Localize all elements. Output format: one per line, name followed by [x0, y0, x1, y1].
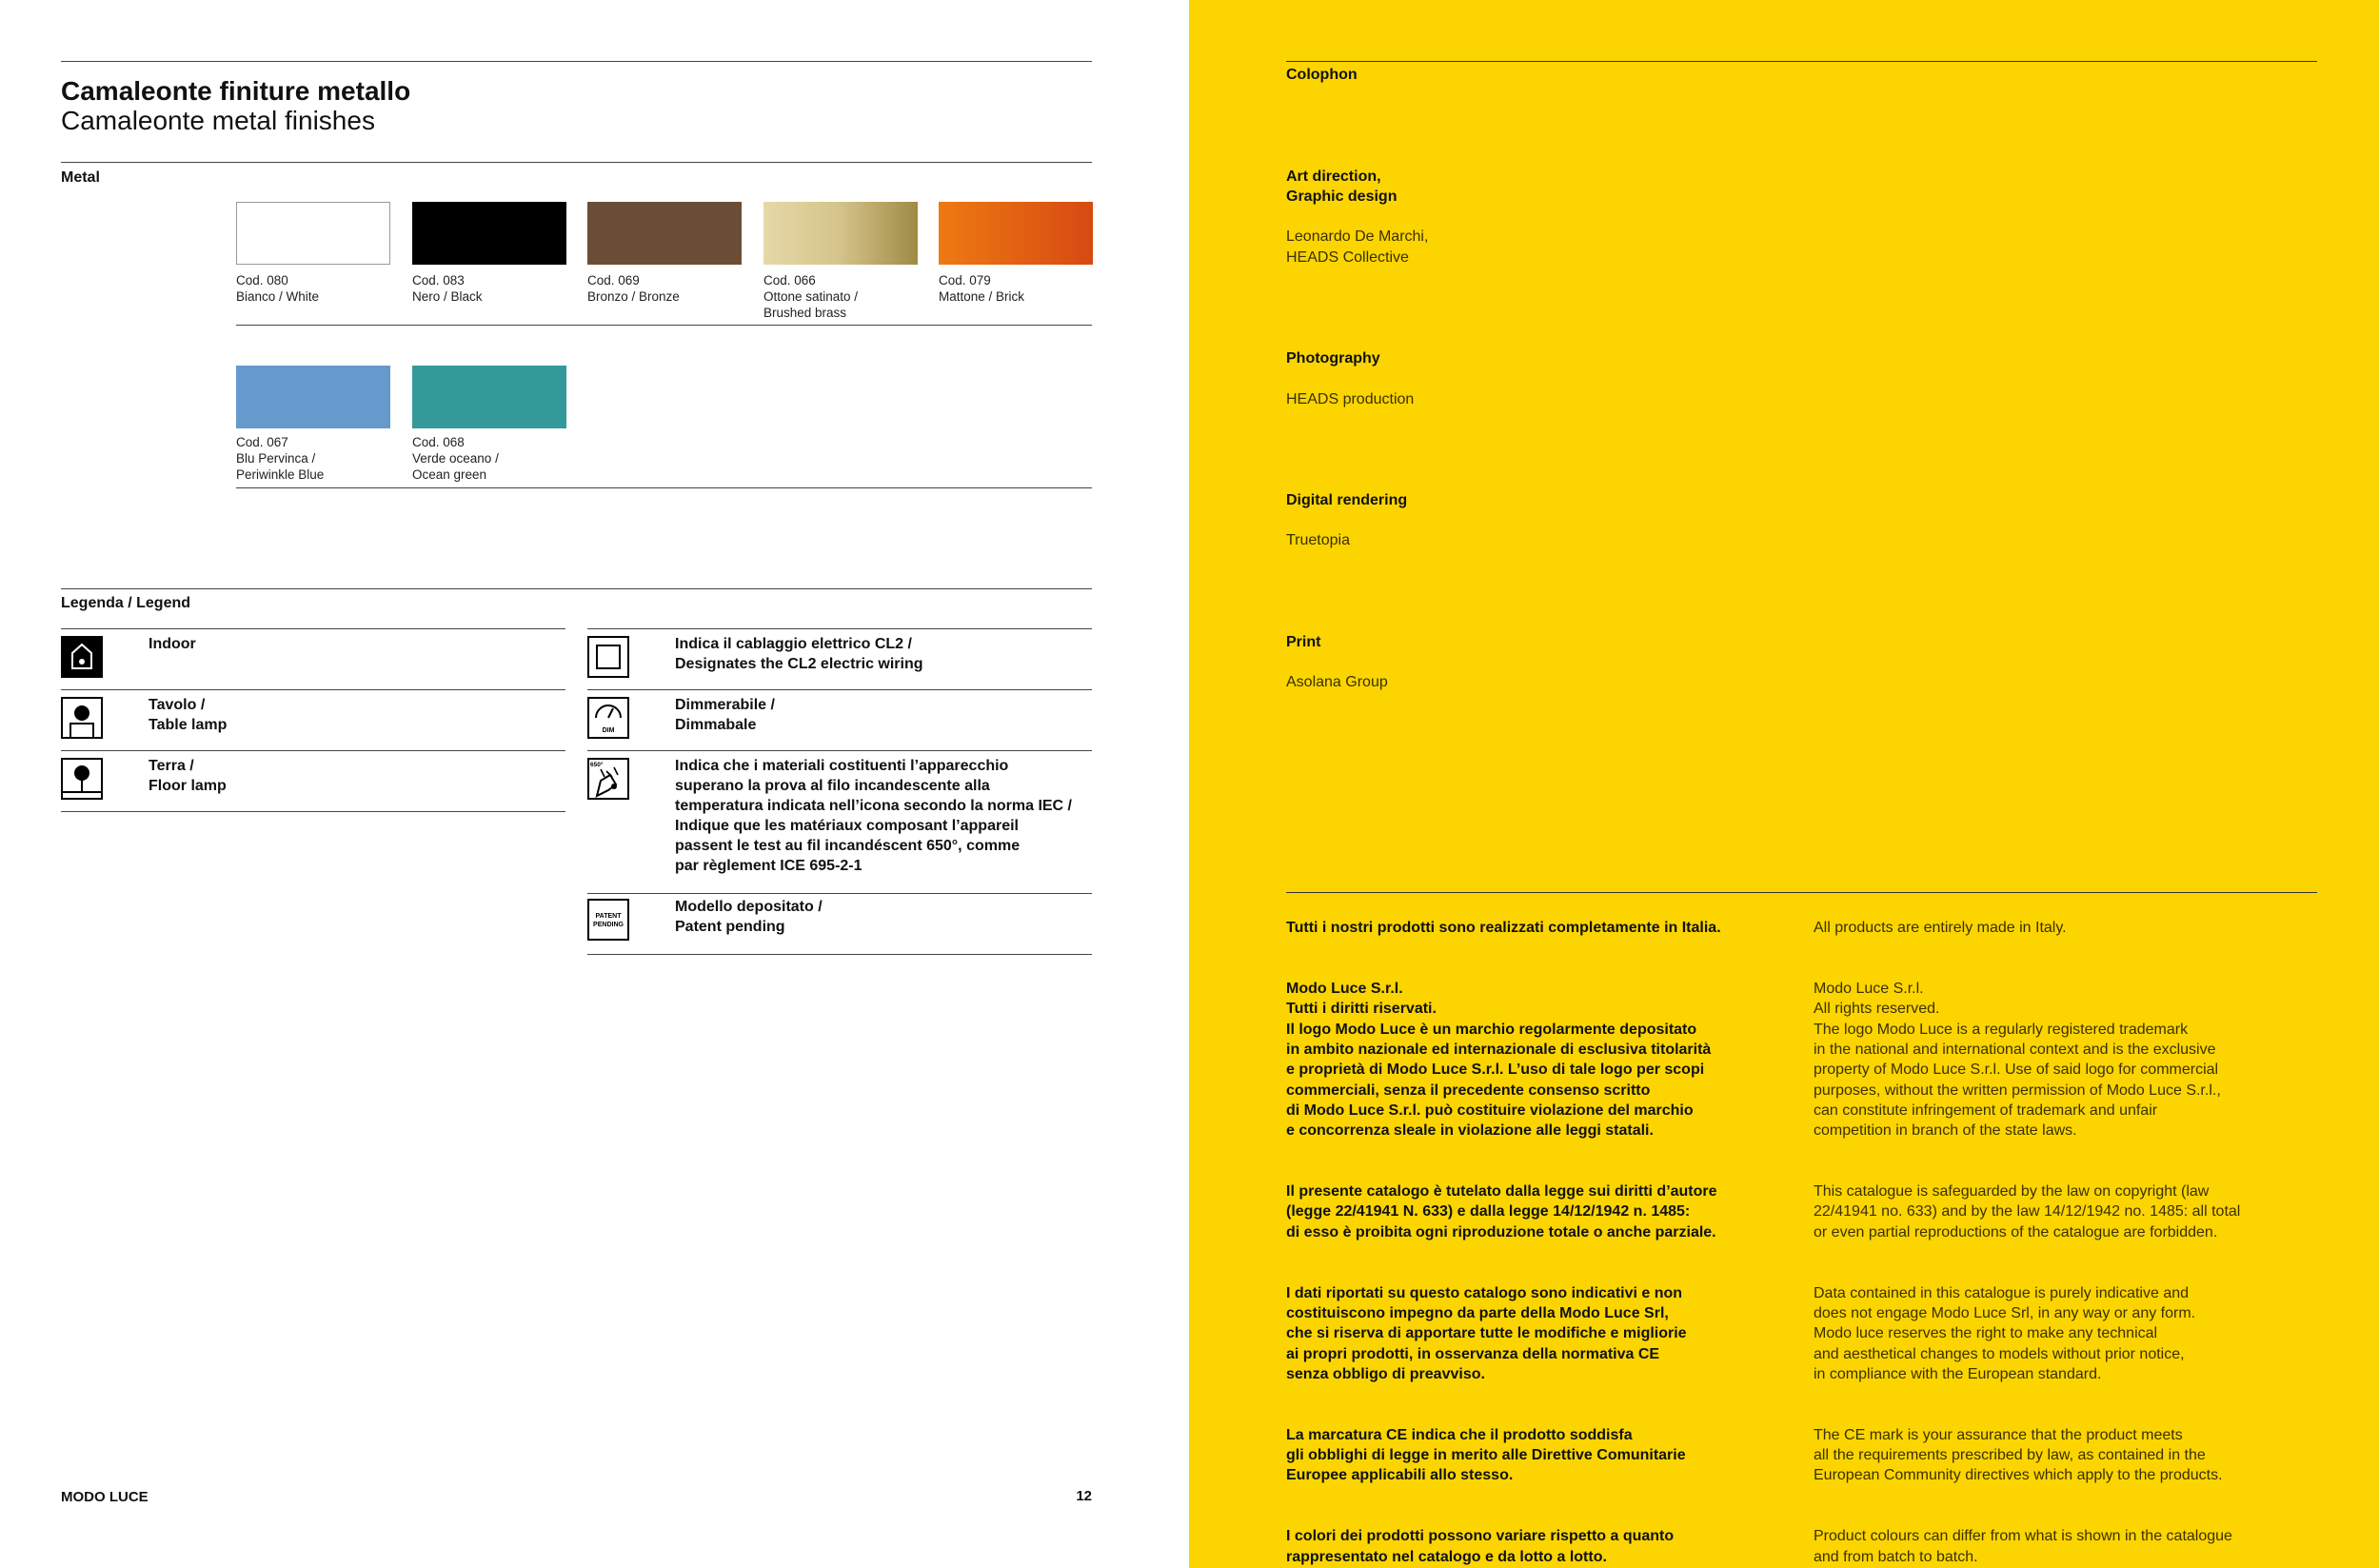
floor-lamp-icon: [61, 758, 103, 800]
legend-label-dimmable: Dimmerabile / Dimmabale: [675, 697, 775, 733]
metal-rule: [61, 162, 1092, 163]
swatch-caption: [236, 272, 426, 305]
legend-label-table-lamp: Tavolo / Table lamp: [149, 697, 228, 733]
swatch-caption: [763, 272, 954, 321]
legend-row-rule: [61, 750, 565, 751]
swatch-bronze: [587, 202, 742, 265]
legal-paragraph-it: La marcatura CE indica che il prodotto soddisfa gli obblighi di legge in merito alle Direttive Comunitarie Europee applicabili allo stesso.: [1286, 1426, 1686, 1484]
swatch-periwinkle-blue: [236, 366, 390, 428]
credit-entry: [1286, 469, 1667, 570]
legend-rule: [61, 588, 1092, 589]
legend-row-rule: [587, 689, 1092, 690]
swatch-row-rule: [236, 487, 1092, 488]
swatch-code: Cod. 066: [763, 273, 816, 288]
svg-text:PATENT: PATENT: [595, 913, 622, 920]
credit-role: Art direction, Graphic design: [1286, 168, 1398, 205]
legend-row-rule: [61, 689, 565, 690]
legend-label-glow-wire: Indica che i materiali costituenti l’apparecchio superano la prova al filo incandescente alla temperatura indicata nell’icona secondo la norma IEC / Indique que les matériaux composant l’appareil passent le test au fil incandéscent 650°, comme par règlement ICE 695-2-1: [675, 758, 1072, 874]
cl2-wiring-icon: [587, 636, 629, 678]
section-label-metal: Metal: [61, 169, 100, 186]
page-title-english: Camaleonte metal finishes: [61, 106, 375, 135]
swatch-name: Ottone satinato / Brushed brass: [763, 289, 859, 320]
swatch-code: Cod. 069: [587, 273, 640, 288]
glow-wire-icon-label: 650°: [590, 762, 604, 768]
legal-paragraph-en: Data contained in this catalogue is purely indicative and does not engage Modo Luce Srl, in any way or any form. Modo luce reserves the right to make any technical and aesthetical changes to models without prior notice, in compliance with the European standard.: [1814, 1284, 2196, 1382]
legend-row-rule: [61, 811, 565, 812]
credit-name: Asolana Group: [1286, 674, 1388, 691]
dim-icon-label: DIM: [602, 727, 615, 734]
swatch-caption: [939, 272, 1129, 305]
legal-paragraph-en: This catalogue is safeguarded by the law on copyright (law 22/41941 no. 633) and by the law 14/12/1942 no. 1485: all total or even partial reproductions of the catalogue are forbidden.: [1814, 1183, 2241, 1241]
footer-brand: MODO LUCE: [61, 1489, 149, 1505]
legend-row-rule: [587, 893, 1092, 894]
dimmable-icon: [587, 697, 629, 739]
credit-role: Digital rendering: [1286, 491, 1408, 508]
credit-name: Leonardo De Marchi, HEADS Collective: [1286, 228, 1429, 266]
legal-paragraph-it: Il presente catalogo è tutelato dalla legge sui diritti d’autore (legge 22/41941 N. 633) e dalla legge 14/12/1942 n. 1485: di esso è proibita ogni riproduzione totale o anche parziale.: [1286, 1183, 1717, 1241]
colophon-rule: [1286, 61, 2317, 62]
swatch-caption: [236, 434, 426, 483]
legal-paragraph-it: I dati riportati su questo catalogo sono indicativi e non costituiscono impegno da parte della Modo Luce Srl, che si riserva di apportare tutte le modifiche e migliorie ai propri prodotti, in osservanza della normativa CE senza obbligo di preavviso.: [1286, 1284, 1687, 1382]
indoor-icon: [61, 636, 103, 678]
legal-paragraph-en: Product colours can differ from what is shown in the catalogue and from batch to batch.: [1814, 1528, 2232, 1565]
swatch-caption: [587, 272, 778, 305]
legend-row-rule: [587, 954, 1092, 955]
legal-english-column: [1814, 898, 2347, 1568]
swatch-black: [412, 202, 566, 265]
legend-title: Legenda / Legend: [61, 595, 191, 611]
legal-paragraph-en: The CE mark is your assurance that the product meets all the requirements prescribed by law, as contained in the European Community directives which apply to the products.: [1814, 1426, 2223, 1484]
legal-paragraph-en: Modo Luce S.r.l. All rights reserved. The logo Modo Luce is a regularly registered trademark in the national and international context and is the exclusive property of Modo Luce S.r.l. Use of said logo for commercial purposes, without the written permission of Modo Luce S.r.l., can constitute infringement of trademark and unfair competition in branch of the state laws.: [1814, 981, 2221, 1140]
swatch-ocean-green: [412, 366, 566, 428]
swatch-name: Bronzo / Bronze: [587, 289, 680, 304]
legend-row-rule: [587, 628, 1092, 629]
table-lamp-icon: [61, 697, 103, 739]
credits-block: [1286, 126, 1667, 733]
swatch-name: Bianco / White: [236, 289, 320, 304]
legal-paragraph-it: Tutti i nostri prodotti sono realizzati completamente in Italia.: [1286, 920, 1721, 937]
swatch-code: Cod. 067: [236, 435, 288, 449]
swatch-name: Blu Pervinca / Periwinkle Blue: [236, 451, 325, 482]
swatch-brushed-brass: [763, 202, 918, 265]
credit-entry: [1286, 611, 1667, 712]
legend-label-cl2: Indica il cablaggio elettrico CL2 / Designates the CL2 electric wiring: [675, 636, 923, 672]
right-page: [1189, 0, 2379, 1568]
legal-paragraph-it: Modo Luce S.r.l. Tutti i diritti riservati. Il logo Modo Luce è un marchio regolarmente depositato in ambito nazionale ed internazionale di esclusiva titolarità e proprietà di Modo Luce S.r.l. L’uso di tale logo per scopi commerciali, senza il precedente consenso scritto di Modo Luce S.r.l. può costituire violazione del marchio e concorrenza sleale in violazione alle leggi statali.: [1286, 981, 1712, 1140]
legend-label-patent: Modello depositato / Patent pending: [675, 899, 823, 935]
swatch-code: Cod. 080: [236, 273, 288, 288]
credit-name: HEADS production: [1286, 390, 1415, 407]
glow-wire-icon: [587, 758, 629, 800]
swatch-name: Nero / Black: [412, 289, 483, 304]
swatch-caption: [412, 272, 603, 305]
credit-name: Truetopia: [1286, 532, 1350, 549]
swatch-row-rule: [236, 325, 1092, 326]
page-title-italian: Camaleonte finiture metallo: [61, 76, 411, 106]
left-page: [0, 0, 1189, 1568]
header-rule: [61, 61, 1092, 62]
legal-rule: [1286, 892, 2317, 893]
legend-row-rule: [61, 628, 565, 629]
colophon-title: Colophon: [1286, 67, 1358, 83]
page-number: 12: [1076, 1488, 1092, 1504]
legal-paragraph-en: All products are entirely made in Italy.: [1814, 920, 2067, 937]
legend-label-floor-lamp: Terra / Floor lamp: [149, 758, 227, 794]
credit-entry: [1286, 328, 1667, 429]
swatch-code: Cod. 079: [939, 273, 991, 288]
swatch-name: Mattone / Brick: [939, 289, 1025, 304]
swatch-name: Verde oceano / Ocean green: [412, 451, 499, 482]
swatch-white: [236, 202, 390, 265]
swatch-caption: [412, 434, 603, 483]
swatch-code: Cod. 068: [412, 435, 465, 449]
credit-role: Photography: [1286, 349, 1380, 367]
legal-italian-column: [1286, 898, 1800, 1568]
legend-row-rule: [587, 750, 1092, 751]
svg-text:PENDING: PENDING: [593, 922, 624, 928]
legal-paragraph-it: I colori dei prodotti possono variare rispetto a quanto rappresentato nel catalogo e da lotto a lotto.: [1286, 1528, 1675, 1565]
swatch-brick: [939, 202, 1093, 265]
legend-label-indoor: Indoor: [149, 636, 196, 652]
swatch-code: Cod. 083: [412, 273, 465, 288]
patent-pending-icon: [587, 899, 629, 941]
credit-entry: [1286, 146, 1667, 288]
credit-role: Print: [1286, 633, 1321, 650]
